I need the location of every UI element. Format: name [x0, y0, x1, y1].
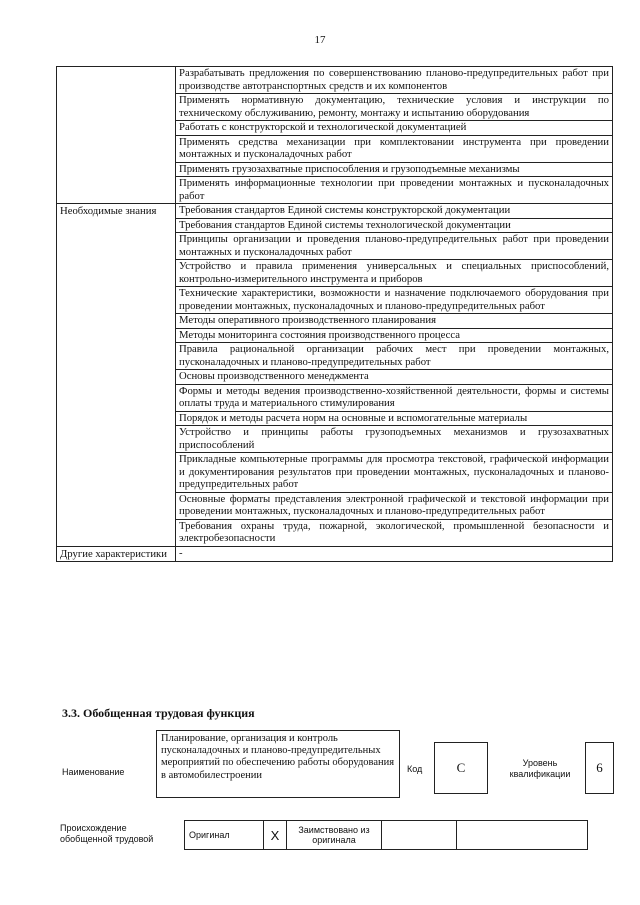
qualification-level-value: 6	[585, 742, 614, 794]
knowledge-label: Необходимые знания	[57, 204, 176, 547]
skill-item: Разрабатывать предложения по совершенствованию планово-предупредительных работ при производстве автотранспортных средств и их компонентов	[176, 67, 612, 94]
knowledge-items-cell	[176, 204, 613, 547]
page-number: 17	[314, 34, 326, 46]
borrowed-number-cell	[457, 821, 588, 850]
skill-item: Применять средства механизации при комплектовании инструмента при проведении монтажных и пусконаладочных работ	[176, 136, 612, 163]
function-name-box: Планирование, организация и контроль пусконаладочных и планово-предупредительных мероприятий по обеспечению работы оборудования в автомобилестроении	[156, 730, 400, 798]
competency-table	[56, 66, 613, 562]
origin-table	[184, 820, 588, 850]
knowledge-item: Правила рациональной организации рабочих мест при проведении монтажных, пусконаладочных и планово-предупредительных работ	[176, 343, 612, 370]
knowledge-item: Устройство и правила применения универсальных и специальных приспособлений, контрольно-измерительного инструмента и приборов	[176, 260, 612, 287]
other-value-cell	[176, 546, 613, 562]
name-label: Наименование	[62, 767, 125, 777]
knowledge-item: Методы мониторинга состояния производственного процесса	[176, 329, 612, 344]
knowledge-item: Устройство и принципы работы грузоподъемных механизмов и грузозахватных приспособлений	[176, 426, 612, 453]
original-label: Оригинал	[185, 821, 264, 850]
knowledge-item: Требования стандартов Единой системы конструкторской документации	[176, 204, 612, 219]
borrowed-code-cell	[382, 821, 457, 850]
borrowed-label: Заимствовано из оригинала	[287, 821, 382, 850]
knowledge-item: Формы и методы ведения производственно-хозяйственной деятельности, формы и системы оплаты труда и материального стимулирования	[176, 385, 612, 412]
skill-item: Применять нормативную документацию, технические условия и инструкции по техническому обслуживанию, ремонту, монтажу и испытанию оборудования	[176, 94, 612, 121]
skill-item: Применять грузозахватные приспособления и грузоподъемные механизмы	[176, 163, 612, 178]
qualification-level-label: Уровень квалификации	[509, 758, 571, 779]
skill-item: Работать с конструкторской и технологической документацией	[176, 121, 612, 136]
other-label: Другие характеристики	[57, 546, 176, 562]
knowledge-item: Требования охраны труда, пожарной, экологической, промышленной безопасности и электробезопасности	[179, 519, 609, 544]
skills-row	[57, 67, 613, 204]
skill-item: Применять информационные технологии при проведении монтажных и пусконаладочных работ	[179, 177, 609, 202]
knowledge-row	[57, 204, 613, 547]
code-value: C	[434, 742, 488, 794]
original-mark: X	[264, 821, 287, 850]
skills-items-cell	[176, 67, 613, 204]
knowledge-item: Прикладные компьютерные программы для просмотра текстовой, графической информации и документирования результатов при проведении монтажных, пусконаладочных и планово-предупредительных работ	[176, 453, 612, 493]
knowledge-item: Методы оперативного производственного планирования	[176, 314, 612, 329]
knowledge-item: Технические характеристики, возможности и назначение подключаемого оборудования при проведении монтажных, пусконаладочных и планово-предупредительных работ	[176, 287, 612, 314]
knowledge-item: Требования стандартов Единой системы технологической документации	[176, 219, 612, 234]
skills-label-cell	[57, 67, 176, 204]
other-value: -	[179, 546, 183, 559]
knowledge-item: Основные форматы представления электронной графической и текстовой информации при проведении монтажных, пусконаладочных и планово-предупредительных работ	[176, 493, 612, 520]
section-title: 3.3. Обобщенная трудовая функция	[62, 706, 255, 720]
other-row	[57, 546, 613, 562]
knowledge-item: Принципы организации и проведения планово-предупредительных работ при проведении монтажных и пусконаладочных работ	[176, 233, 612, 260]
code-label: Код	[407, 764, 423, 774]
knowledge-item: Основы производственного менеджмента	[176, 370, 612, 385]
knowledge-item: Порядок и методы расчета норм на основные и вспомогательные материалы	[176, 412, 612, 427]
origin-label: Происхождение обобщенной трудовой	[60, 823, 154, 844]
